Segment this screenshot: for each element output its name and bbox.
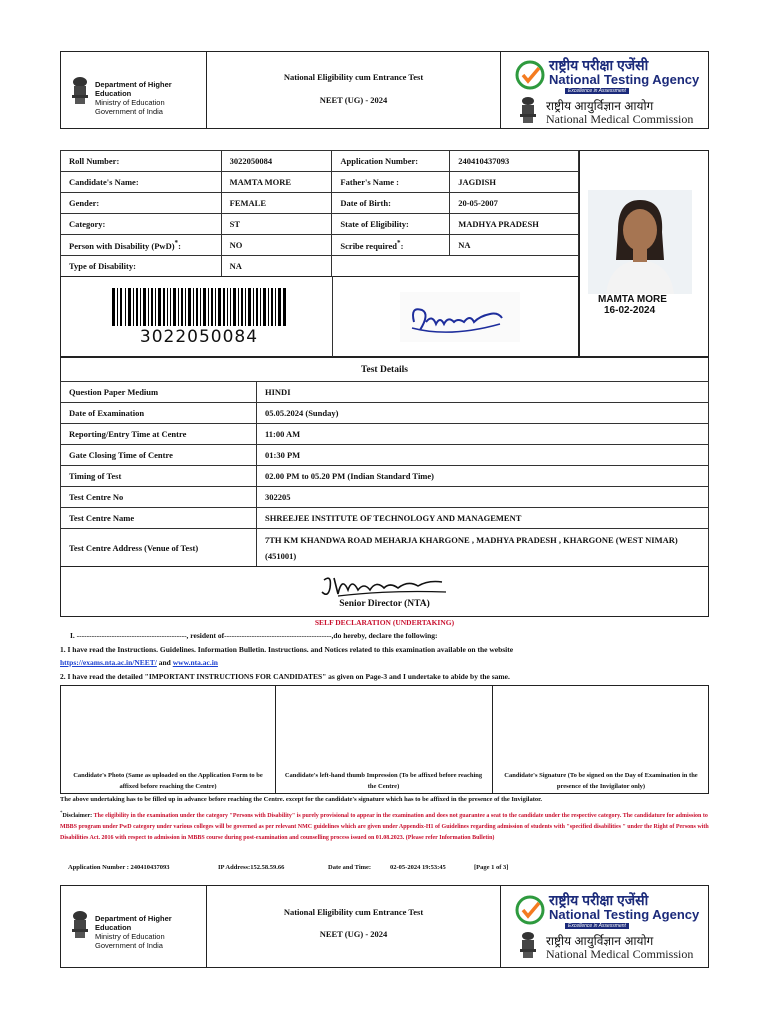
- gender-label: Gender:: [61, 193, 222, 214]
- photo-affix-caption: Candidate's Photo (Same as uploaded on the Application Form to be affixed before reaching the Centre): [73, 772, 263, 790]
- ministry-name: Ministry of Education: [95, 932, 165, 941]
- test-row: [61, 445, 709, 466]
- scribe-label-cell: Scribe required*:: [332, 235, 450, 256]
- department-block: [95, 80, 207, 116]
- test-row-value: 302205: [257, 487, 709, 508]
- dob-value: 20-05-2007: [450, 193, 579, 214]
- pwd-label-cell: Person with Disability (PwD)*:: [61, 235, 222, 256]
- category-label: Category:: [61, 214, 222, 235]
- disclaimer-text: The eligibility in the examination under the category "Persons with Disability" is purely provisional to appear in the examination and does not guarantee a seat to the candidate under the respective category. The candidature for admission to MBBS program under PwD category under various colleges will be governed as per relevant NMC guidelines which are given under Appendix-H1 of Guidelines regarding admission of students with "specified disabilities " under the Right of Persons with Disabilities Act. 2016 with respect to admission in MBBS course during post-examination and counselling process issued on 01.08.2023. (Please refer Information Bulletin): [60, 813, 709, 841]
- father-value: JAGDISH: [450, 172, 579, 193]
- header-divider-2: [500, 51, 501, 129]
- test-row: [61, 382, 709, 403]
- test-row-label: Date of Examination: [61, 403, 257, 424]
- nta-website-link[interactable]: www.nta.ac.in: [172, 658, 218, 667]
- bottom-header-divider-2: [500, 885, 501, 968]
- declaration-line-3: 2. I have read the detailed "IMPORTANT INSTRUCTIONS FOR CANDIDATES" as given on Page-3 and I undertake to abide by the same.: [60, 672, 510, 681]
- thumb-impression-caption: Candidate's left-hand thumb Impression (To be affixed before reaching the Centre): [284, 772, 483, 790]
- nta-hindi-name: राष्ट्रीय परीक्षा एजेंसी: [549, 57, 649, 73]
- test-row-value: SHREEJEE INSTITUTE OF TECHNOLOGY AND MANAGEMENT: [257, 508, 709, 529]
- pwd-value: NO: [221, 235, 332, 256]
- application-label: Application Number:: [332, 151, 450, 172]
- test-row-value: 01:30 PM: [257, 445, 709, 466]
- nta-english-name: National Testing Agency: [549, 72, 700, 87]
- nta-english-name: National Testing Agency: [549, 907, 700, 922]
- nta-logo-icon: [515, 895, 545, 925]
- undertaking-note: The above undertaking has to be filled up in advance before reaching the Centre. except for the candidate's signature which has to be affixed in the presence of the Invigilator.: [60, 796, 543, 803]
- application-value: 240410437093: [450, 151, 579, 172]
- test-row: [61, 529, 709, 567]
- test-row: [61, 403, 709, 424]
- exam-title: National Eligibility cum Entrance Test: [283, 72, 424, 82]
- test-row-label: Test Centre No: [61, 487, 257, 508]
- empty-cell: [332, 256, 579, 277]
- dob-label: Date of Birth:: [332, 193, 450, 214]
- department-title: Department of Higher Education: [95, 914, 172, 932]
- nmc-hindi-name: राष्ट्रीय आयुर्विज्ञान आयोग: [546, 934, 654, 948]
- scribe-label: Scribe required: [340, 240, 398, 251]
- footer-date-time-label: Date and Time:: [328, 864, 372, 871]
- links-and-text: and: [158, 658, 171, 667]
- scribe-value: NA: [450, 235, 579, 256]
- candidate-signature-image: [400, 292, 520, 342]
- department-title: Department of Higher Education: [95, 80, 172, 98]
- nmc-emblem-icon: [519, 931, 537, 959]
- test-row-label: Question Paper Medium: [61, 382, 257, 403]
- state-label: State of Eligibility:: [332, 214, 450, 235]
- disability-label: Type of Disability:: [61, 256, 222, 277]
- test-row-label: Test Centre Name: [61, 508, 257, 529]
- bottom-department-block: [95, 914, 207, 950]
- test-row-value: 02.00 PM to 05.20 PM (Indian Standard Time): [257, 466, 709, 487]
- footer-application-number: Application Number : 240410437093: [68, 864, 170, 871]
- test-details-table: [60, 381, 709, 567]
- name-label: Candidate's Name:: [61, 172, 222, 193]
- bottom-exam-title: National Eligibility cum Entrance Test: [283, 907, 424, 917]
- bottom-exam-subtitle: NEET (UG) - 2024: [319, 929, 388, 939]
- test-row-value: 7TH KM KHANDWA ROAD MEHARJA KHARGONE , MADHYA PRADESH , KHARGONE (WEST NIMAR) (451001): [257, 529, 709, 567]
- footer-ip-address: IP Address:152.58.59.66: [218, 864, 285, 871]
- test-row: [61, 424, 709, 445]
- state-value: MADHYA PRADESH: [450, 214, 579, 235]
- father-label: Father's Name :: [332, 172, 450, 193]
- test-row-value: 11:00 AM: [257, 424, 709, 445]
- disclaimer-label: Disclaimer:: [62, 813, 93, 819]
- pwd-label: Person with Disability (PwD): [69, 240, 175, 251]
- declaration-links: [60, 658, 218, 667]
- declaration-heading: SELF DECLARATION (UNDERTAKING): [314, 618, 455, 627]
- category-value: ST: [221, 214, 332, 235]
- test-row: [61, 508, 709, 529]
- name-value: MAMTA MORE: [221, 172, 332, 193]
- senior-director-title: Senior Director (NTA): [339, 599, 430, 609]
- barcode-divider: [332, 276, 333, 357]
- test-row-value: HINDI: [257, 382, 709, 403]
- barcode-image: [112, 288, 286, 326]
- test-row-label: Reporting/Entry Time at Centre: [61, 424, 257, 445]
- photo-date: 16-02-2024: [604, 305, 656, 316]
- nmc-hindi-name: राष्ट्रीय आयुर्विज्ञान आयोग: [546, 99, 654, 113]
- nta-tagline: Excellence in Assessment: [565, 923, 629, 929]
- barcode-number: 3022050084: [139, 327, 259, 347]
- affix-divider-1: [275, 685, 276, 794]
- director-signature-image: [318, 570, 452, 600]
- government-name: Government of India: [95, 107, 163, 116]
- candidate-signature-caption: Candidate's Signature (To be signed on the Day of Examination in the presence of the Invigilator only): [504, 772, 698, 790]
- test-row-label: Test Centre Address (Venue of Test): [61, 529, 257, 567]
- test-row: [61, 487, 709, 508]
- government-name: Government of India: [95, 941, 163, 950]
- declaration-line-1: I. --------------------------------------------, resident of-------------------------------------------,do hereby, declare the following:: [70, 631, 438, 640]
- gender-value: FEMALE: [221, 193, 332, 214]
- national-emblem-icon: [70, 76, 90, 106]
- declaration-line-2: 1. I have read the Instructions. Guidelines. Information Bulletin. Instructions. and Notices related to this examination available on the website: [60, 645, 514, 654]
- test-row-label: Gate Closing Time of Centre: [61, 445, 257, 466]
- ministry-name: Ministry of Education: [95, 98, 165, 107]
- roll-value: 3022050084: [221, 151, 332, 172]
- test-details-heading: Test Details: [361, 365, 408, 375]
- national-emblem-icon: [70, 910, 90, 940]
- neet-portal-link[interactable]: https://exams.nta.ac.in/NEET/: [60, 658, 157, 667]
- candidate-photo: [588, 190, 692, 294]
- test-row-value: 05.05.2024 (Sunday): [257, 403, 709, 424]
- test-row: [61, 466, 709, 487]
- candidate-details-table: [60, 150, 579, 277]
- disability-value: NA: [221, 256, 332, 277]
- nmc-english-name: National Medical Commission: [546, 947, 694, 961]
- roll-label: Roll Number:: [61, 151, 222, 172]
- footer-page-number: [Page 1 of 3]: [474, 864, 509, 871]
- test-row-label: Timing of Test: [61, 466, 257, 487]
- disclaimer: *Disclaimer: The eligibility in the examination under the category "Persons with Disability" is purely provisional to appear in the examination and does not guarantee a seat to the candidate under the respective category. The candidature for admission to MBBS program under PwD category under various colleges will be governed as per relevant NMC guidelines which are given under Appendix-H1 of Guidelines regarding admission of students with "specified disabilities " under the Right of Persons with Disabilities Act. 2016 with respect to admission in MBBS course during post-examination and counselling process issued on 01.08.2023. (Please refer Information Bulletin): [60, 811, 709, 841]
- nmc-emblem-icon: [519, 96, 537, 124]
- exam-subtitle: NEET (UG) - 2024: [319, 95, 388, 105]
- footer-date-time-value: 02-05-2024 19:53:45: [390, 864, 446, 871]
- nta-logo-icon: [515, 60, 545, 90]
- nta-hindi-name: राष्ट्रीय परीक्षा एजेंसी: [549, 892, 649, 908]
- photo-candidate-name: MAMTA MORE: [598, 294, 667, 305]
- nmc-english-name: National Medical Commission: [546, 112, 694, 126]
- affix-divider-2: [492, 685, 493, 794]
- nta-tagline: Excellence in Assessment: [565, 88, 629, 94]
